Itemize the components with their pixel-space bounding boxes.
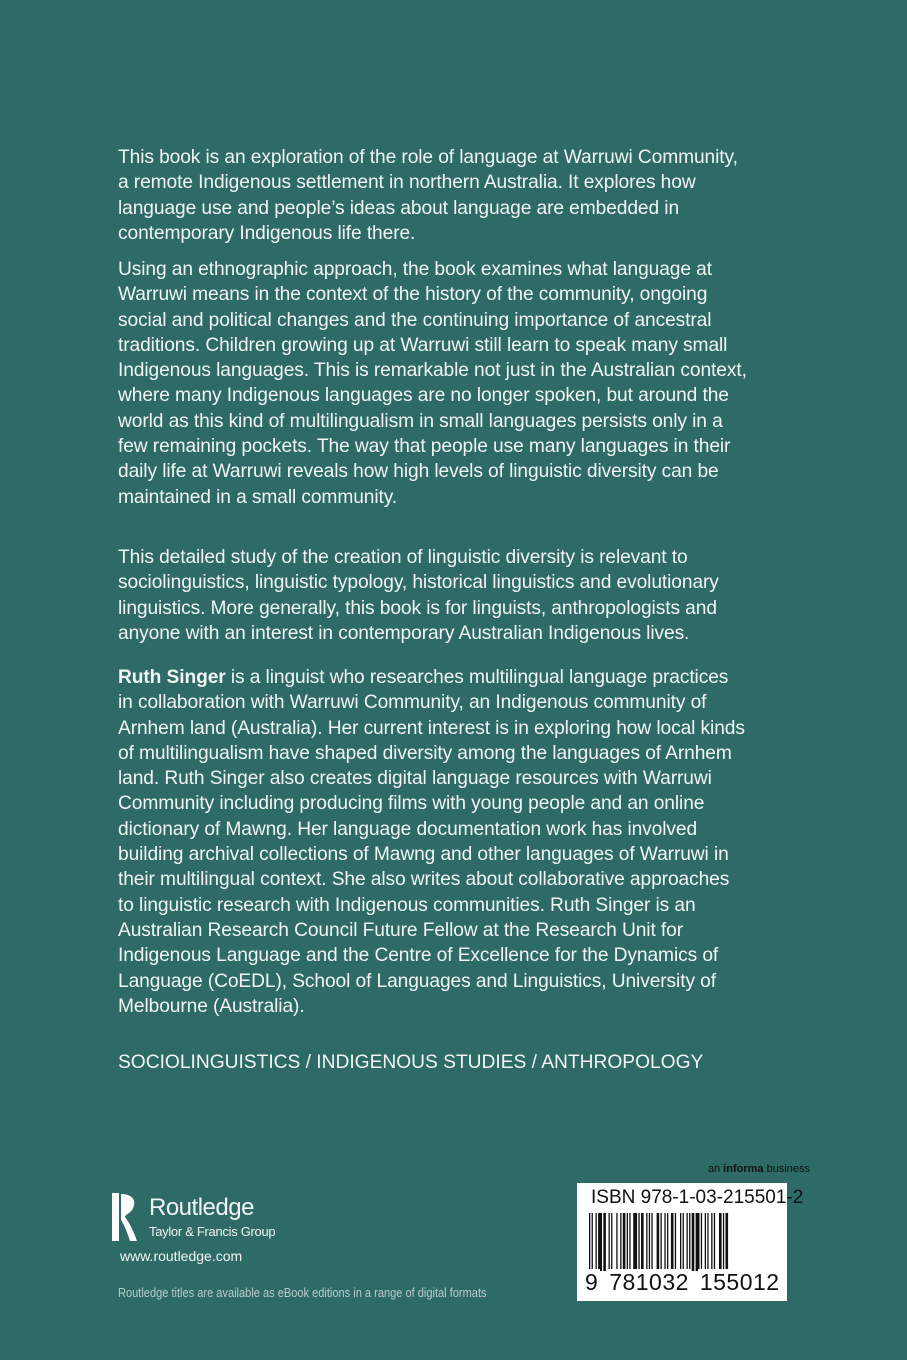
publisher-name: Routledge [149, 1194, 254, 1221]
barcode-bar [683, 1213, 684, 1271]
text-line: linguistics. More generally, this book is for linguists, anthropologists and [118, 597, 717, 619]
text-line: land. Ruth Singer also creates digital language resources with Warruwi [118, 768, 712, 790]
text-line: in collaboration with Warruwi Community, an Indigenous community of [118, 692, 707, 714]
barcode-bar [687, 1213, 688, 1271]
text-line: their multilingual context. She also writes about collaborative approaches [118, 869, 730, 891]
barcode-bar [671, 1213, 674, 1271]
barcode-bar [611, 1213, 612, 1271]
barcode-bar [707, 1213, 708, 1271]
text-line: Warruwi means in the context of the history of the community, ongoing [118, 284, 708, 306]
text-line: to linguistic research with Indigenous communities. Ruth Singer is an [118, 894, 696, 916]
barcode-bar [680, 1213, 681, 1271]
text-line: social and political changes and the continuing importance of ancestral [118, 309, 712, 331]
barcode-bar [689, 1213, 690, 1271]
text-line: Indigenous languages. This is remarkable not just in the Australian context, [118, 360, 747, 382]
barcode-bar [692, 1213, 695, 1271]
barcode-bar [651, 1213, 652, 1271]
ebook-note: Routledge titles are available as eBook editions in a range of digital formats [118, 1285, 487, 1300]
description-paragraph-2 [118, 257, 747, 510]
subject-categories: SOCIOLINGUISTICS / INDIGENOUS STUDIES / ANTHROPOLOGY [118, 1052, 704, 1073]
text-line: Australian Research Council Future Fellow at the Research Unit for [118, 919, 684, 941]
informa-tagline: an informa business [707, 1163, 810, 1175]
text-line: Language (CoEDL), School of Languages and Linguistics, University of [118, 970, 716, 992]
text-line: few remaining pockets. The way that people use many languages in their [118, 436, 731, 458]
barcode-bar [696, 1213, 700, 1271]
barcode-bar [719, 1213, 722, 1271]
isbn-barcode [577, 1183, 804, 1301]
text-line: dictionary of Mawng. Her language documentation work has involved [118, 818, 698, 840]
barcode-bar [633, 1213, 637, 1271]
text-line: maintained in a small community. [118, 486, 398, 508]
author-bio-first-line: is a linguist who researches multilingual language practices [225, 667, 729, 688]
barcode-bar [711, 1213, 712, 1271]
barcode-bar [623, 1213, 626, 1271]
barcode-bar [596, 1213, 597, 1271]
text-line: anyone with an interest in contemporary Australian Indigenous lives. [118, 622, 690, 644]
barcode-digits: 9 781032 155012 [585, 1269, 780, 1295]
isbn-label: ISBN 978-1-03-215501-2 [591, 1187, 804, 1208]
barcode-bar [714, 1213, 715, 1271]
routledge-r-icon [112, 1192, 138, 1242]
barcode-bar [641, 1213, 644, 1271]
text-line: world as this kind of multilingualism in small languages persists only in a [118, 410, 723, 432]
text-line: This detailed study of the creation of linguistic diversity is relevant to [118, 547, 688, 568]
barcode-bar [701, 1213, 702, 1271]
barcode-bar [667, 1213, 668, 1271]
text-line: where many Indigenous languages are no longer spoken, but around the [118, 385, 729, 407]
barcode-bar [638, 1213, 639, 1271]
text-line: sociolinguistics, linguistic typology, historical linguistics and evolutionary [118, 572, 719, 594]
barcode-bar [629, 1213, 630, 1271]
text-line: Arnhem land (Australia). Her current interest is in exploring how local kinds [118, 717, 745, 739]
barcode-bar [705, 1213, 706, 1271]
text-line: language use and people’s ideas about language are embedded in [118, 197, 680, 219]
text-line: building archival collections of Mawng and other languages of Warruwi in [118, 844, 729, 866]
author-bio [118, 665, 745, 1019]
text-line: Community including producing films with young people and an online [118, 793, 705, 815]
routledge-logo [112, 1192, 312, 1244]
description-paragraph-3 [118, 545, 719, 646]
barcode-bar [616, 1213, 617, 1271]
text-line: contemporary Indigenous life there. [118, 222, 416, 244]
barcode-bar [603, 1213, 606, 1271]
barcode-bar [620, 1213, 621, 1271]
text-line: Using an ethnographic approach, the book examines what language at [118, 259, 712, 280]
text-line: traditions. Children growing up at Warruwi still learn to speak many small [118, 334, 728, 356]
text-line: a remote Indigenous settlement in northern Australia. It explores how [118, 172, 696, 194]
barcode-bar [646, 1213, 647, 1271]
barcode-bar [609, 1213, 610, 1271]
description-paragraph-1 [118, 145, 738, 246]
barcode-bar [627, 1213, 628, 1271]
barcode-bar [649, 1213, 650, 1271]
barcode-bar [675, 1213, 676, 1271]
text-line: Melbourne (Australia). [118, 995, 305, 1017]
publisher-url[interactable]: www.routledge.com [120, 1248, 243, 1264]
text-line: This book is an exploration of the role of language at Warruwi Community, [118, 147, 738, 168]
author-name: Ruth Singer [118, 667, 226, 688]
publisher-group: Taylor & Francis Group [149, 1224, 276, 1239]
barcode-bar [664, 1213, 665, 1271]
barcode-bar [598, 1213, 602, 1271]
text-line: Indigenous Language and the Centre of Excellence for the Dynamics of [118, 945, 719, 967]
text-line: of multilingualism have shaped diversity among the languages of Arnhem [118, 742, 732, 764]
text-line: daily life at Warruwi reveals how high levels of linguistic diversity can be [118, 461, 719, 483]
